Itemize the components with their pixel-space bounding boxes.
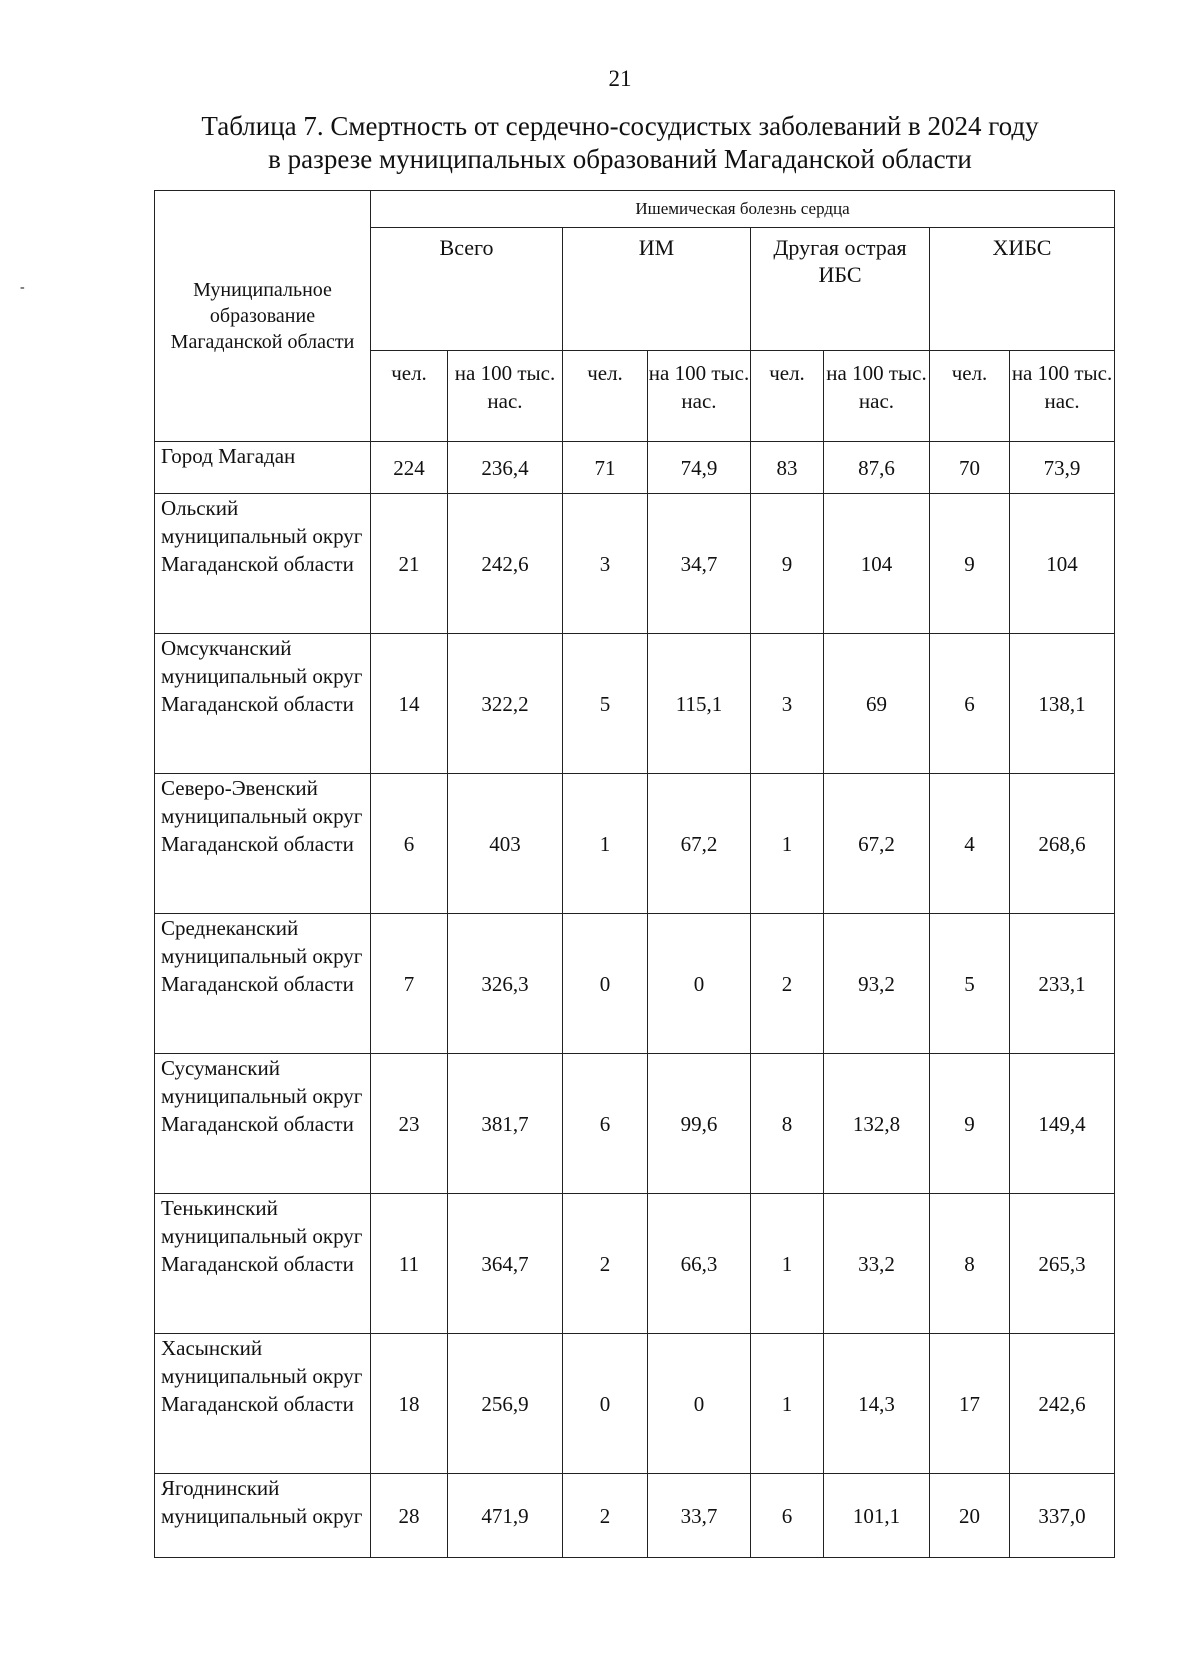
cell-value: 8 — [751, 1054, 824, 1194]
cell-value: 256,9 — [448, 1334, 563, 1474]
cell-value: 403 — [448, 774, 563, 914]
municipality-name: Среднеканский муниципальный округ Магаданской области — [155, 914, 371, 1054]
cell-value: 70 — [930, 442, 1010, 494]
cell-value: 6 — [751, 1474, 824, 1558]
table-row — [155, 774, 1115, 914]
cell-value: 6 — [371, 774, 448, 914]
table-row — [155, 634, 1115, 774]
header-municipality: Муниципальное образование Магаданской области — [155, 191, 371, 442]
cell-value: 21 — [371, 494, 448, 634]
cell-value: 9 — [930, 1054, 1010, 1194]
cell-value: 67,2 — [648, 774, 751, 914]
cell-value: 471,9 — [448, 1474, 563, 1558]
header-unit: чел. — [751, 351, 824, 442]
header-subgroup: Всего — [371, 228, 563, 351]
table-row — [155, 1054, 1115, 1194]
title-line-1: Таблица 7. Смертность от сердечно-сосудистых заболеваний в 2024 году — [201, 111, 1039, 141]
header-group-ibs: Ишемическая болезнь сердца — [371, 191, 1115, 228]
cell-value: 34,7 — [648, 494, 751, 634]
header-unit: чел. — [930, 351, 1010, 442]
cell-value: 322,2 — [448, 634, 563, 774]
cell-value: 6 — [563, 1054, 648, 1194]
cell-value: 17 — [930, 1334, 1010, 1474]
cell-value: 67,2 — [824, 774, 930, 914]
cell-value: 83 — [751, 442, 824, 494]
cell-value: 3 — [751, 634, 824, 774]
cell-value: 326,3 — [448, 914, 563, 1054]
municipality-name: Тенькинский муниципальный округ Магаданской области — [155, 1194, 371, 1334]
cell-value: 11 — [371, 1194, 448, 1334]
header-unit: на 100 тыс. нас. — [824, 351, 930, 442]
cell-value: 8 — [930, 1194, 1010, 1334]
cell-value: 242,6 — [448, 494, 563, 634]
municipality-name: Город Магадан — [155, 442, 371, 494]
cell-value: 138,1 — [1010, 634, 1115, 774]
cell-value: 73,9 — [1010, 442, 1115, 494]
cell-value: 132,8 — [824, 1054, 930, 1194]
cell-value: 66,3 — [648, 1194, 751, 1334]
cell-value: 242,6 — [1010, 1334, 1115, 1474]
cell-value: 2 — [751, 914, 824, 1054]
table-row — [155, 1474, 1115, 1558]
cell-value: 233,1 — [1010, 914, 1115, 1054]
cell-value: 0 — [648, 914, 751, 1054]
cell-value: 265,3 — [1010, 1194, 1115, 1334]
cell-value: 5 — [563, 634, 648, 774]
cell-value: 1 — [563, 774, 648, 914]
cell-value: 3 — [563, 494, 648, 634]
cell-value: 236,4 — [448, 442, 563, 494]
cell-value: 2 — [563, 1194, 648, 1334]
header-subgroup: ХИБС — [930, 228, 1115, 351]
cell-value: 101,1 — [824, 1474, 930, 1558]
header-row-group — [155, 191, 1115, 228]
cell-value: 14,3 — [824, 1334, 930, 1474]
table-row — [155, 442, 1115, 494]
cell-value: 18 — [371, 1334, 448, 1474]
cell-value: 268,6 — [1010, 774, 1115, 914]
cell-value: 364,7 — [448, 1194, 563, 1334]
cell-value: 23 — [371, 1054, 448, 1194]
header-unit: чел. — [371, 351, 448, 442]
header-unit: на 100 тыс. нас. — [648, 351, 751, 442]
cell-value: 2 — [563, 1474, 648, 1558]
cell-value: 1 — [751, 1194, 824, 1334]
cell-value: 337,0 — [1010, 1474, 1115, 1558]
cell-value: 149,4 — [1010, 1054, 1115, 1194]
municipality-name: Ягоднинский муниципальный округ — [155, 1474, 371, 1558]
cell-value: 20 — [930, 1474, 1010, 1558]
header-unit: на 100 тыс. нас. — [1010, 351, 1115, 442]
table-title — [0, 110, 1200, 176]
cell-value: 0 — [648, 1334, 751, 1474]
cell-value: 0 — [563, 914, 648, 1054]
municipality-name: Хасынский муниципальный округ Магаданской области — [155, 1334, 371, 1474]
cell-value: 93,2 — [824, 914, 930, 1054]
municipality-name: Сусуманский муниципальный округ Магаданской области — [155, 1054, 371, 1194]
cell-value: 33,7 — [648, 1474, 751, 1558]
cell-value: 7 — [371, 914, 448, 1054]
cell-value: 33,2 — [824, 1194, 930, 1334]
cell-value: 381,7 — [448, 1054, 563, 1194]
cell-value: 69 — [824, 634, 930, 774]
cell-value: 28 — [371, 1474, 448, 1558]
cell-value: 104 — [1010, 494, 1115, 634]
header-subgroup: ИМ — [563, 228, 751, 351]
cell-value: 99,6 — [648, 1054, 751, 1194]
header-subgroup: Другая острая ИБС — [751, 228, 930, 351]
cell-value: 5 — [930, 914, 1010, 1054]
cell-value: 74,9 — [648, 442, 751, 494]
title-line-2: в разрезе муниципальных образований Магаданской области — [268, 144, 972, 174]
cell-value: 1 — [751, 1334, 824, 1474]
cell-value: 6 — [930, 634, 1010, 774]
table-row — [155, 494, 1115, 634]
page-number: 21 — [608, 66, 632, 91]
cell-value: 1 — [751, 774, 824, 914]
cell-value: 4 — [930, 774, 1010, 914]
municipality-name: Северо-Эвенский муниципальный округ Магаданской области — [155, 774, 371, 914]
table-row — [155, 914, 1115, 1054]
cell-value: 9 — [930, 494, 1010, 634]
table-row — [155, 1334, 1115, 1474]
cell-value: 87,6 — [824, 442, 930, 494]
stray-mark: - — [20, 280, 25, 295]
cell-value: 115,1 — [648, 634, 751, 774]
cell-value: 14 — [371, 634, 448, 774]
cell-value: 224 — [371, 442, 448, 494]
header-unit: на 100 тыс. нас. — [448, 351, 563, 442]
cell-value: 71 — [563, 442, 648, 494]
cell-value: 104 — [824, 494, 930, 634]
cell-value: 9 — [751, 494, 824, 634]
cell-value: 0 — [563, 1334, 648, 1474]
municipality-name: Ольский муниципальный округ Магаданской области — [155, 494, 371, 634]
mortality-table — [154, 190, 1115, 1558]
municipality-name: Омсукчанский муниципальный округ Магаданской области — [155, 634, 371, 774]
table-row — [155, 1194, 1115, 1334]
header-unit: чел. — [563, 351, 648, 442]
